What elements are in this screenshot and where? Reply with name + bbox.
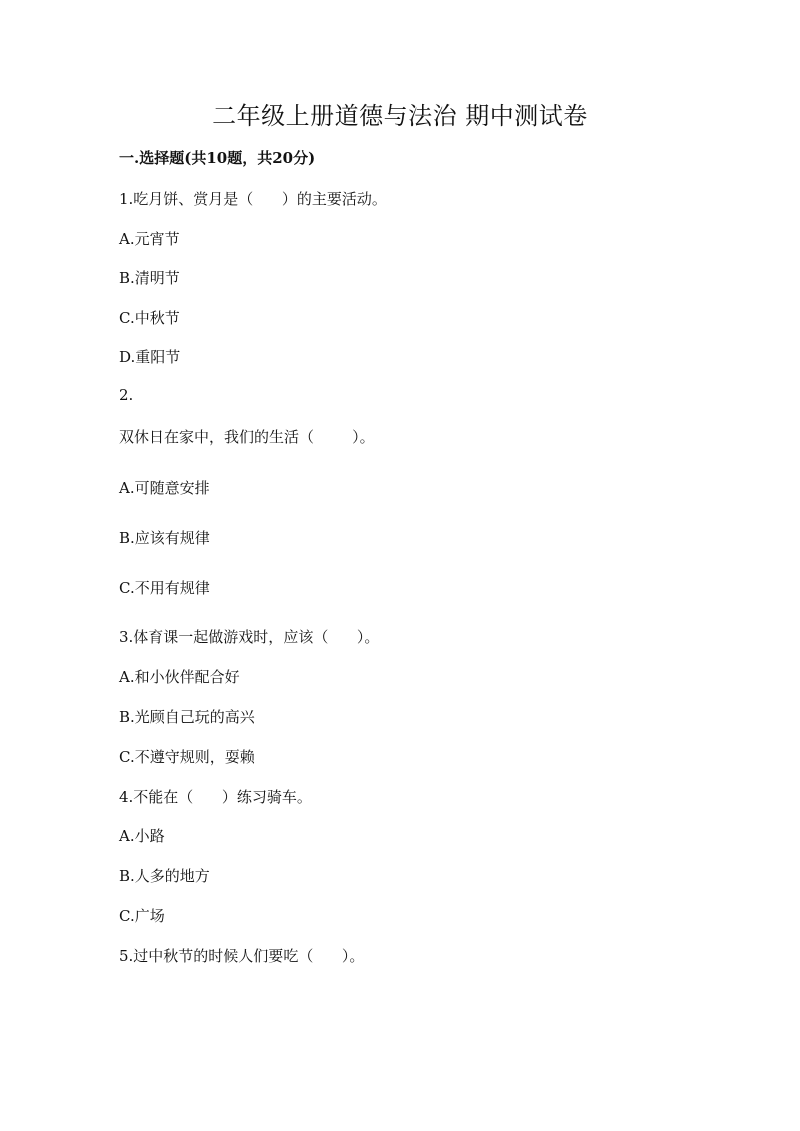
question-3-option-c: C.不遵守规则，耍赖 bbox=[119, 748, 255, 766]
question-4-option-a: A.小路 bbox=[119, 827, 165, 845]
page-title: 二年级上册道德与法治 期中测试卷 bbox=[212, 102, 588, 130]
question-1-option-a: A.元宵节 bbox=[119, 230, 180, 248]
question-2-option-a: A.可随意安排 bbox=[119, 479, 210, 497]
section-heading: 一.选择题(共10题，共20分) bbox=[119, 149, 316, 167]
question-1-option-d: D.重阳节 bbox=[119, 348, 181, 366]
question-1-option-c: C.中秋节 bbox=[119, 309, 180, 327]
question-3-stem: 3.体育课一起做游戏时，应该（ ）。 bbox=[119, 628, 380, 646]
question-3-option-a: A.和小伙伴配合好 bbox=[119, 668, 240, 686]
question-1-stem: 1.吃月饼、赏月是（ ）的主要活动。 bbox=[119, 190, 387, 208]
question-4-option-b: B.人多的地方 bbox=[119, 867, 210, 885]
question-2-option-c: C.不用有规律 bbox=[119, 579, 210, 597]
question-4-option-c: C.广场 bbox=[119, 907, 165, 925]
question-1-option-b: B.清明节 bbox=[119, 269, 180, 287]
question-5-stem: 5.过中秋节的时候人们要吃（ ）。 bbox=[119, 947, 365, 965]
question-4-stem: 4.不能在（ ）练习骑车。 bbox=[119, 788, 312, 806]
question-3-option-b: B.光顾自己玩的高兴 bbox=[119, 708, 255, 726]
question-2-number: 2. bbox=[119, 386, 134, 404]
question-2-stem: 双休日在家中，我们的生活（ ）。 bbox=[119, 428, 375, 446]
question-2-option-b: B.应该有规律 bbox=[119, 529, 210, 547]
